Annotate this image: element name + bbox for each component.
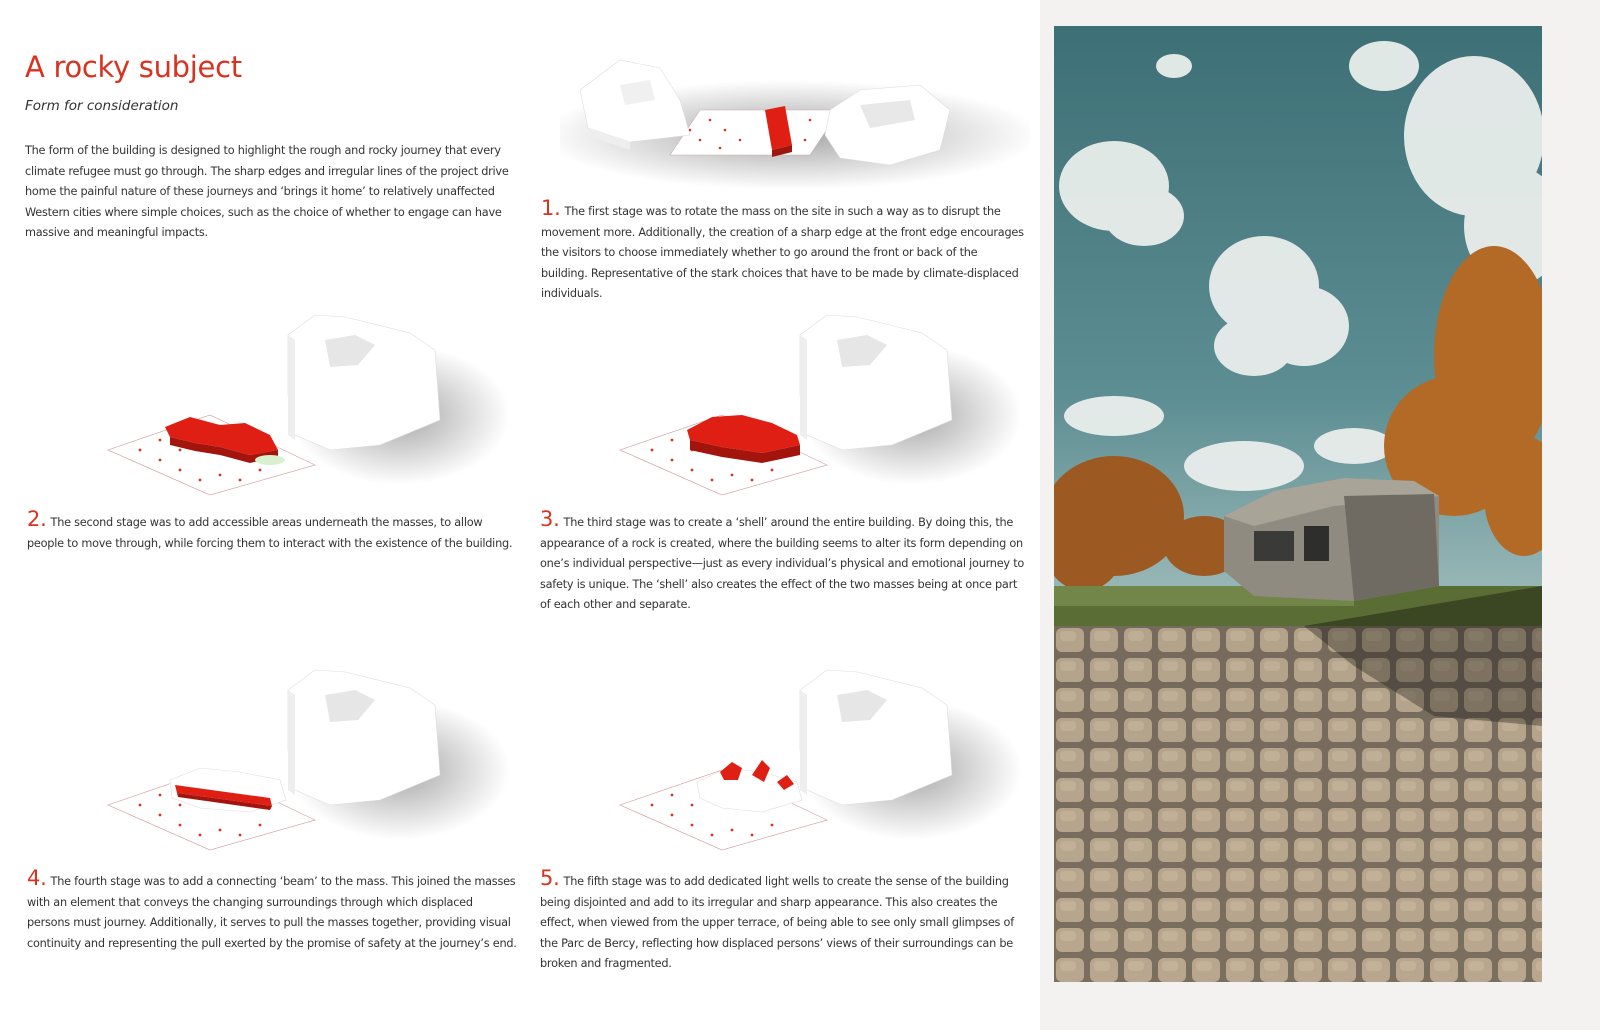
page-subtitle: Form for consideration [25, 98, 179, 114]
stage-5-diagram [612, 660, 1022, 860]
stage-1-number: 1. [541, 196, 561, 220]
stage-1-diagram [560, 40, 1030, 190]
stage-4-description: The fourth stage was to add a connecting ‘beam’ to the mass. This joined the masses with an element that conveys the changing surroundings through which displaced persons must journey. Additionally, it serves to pull the masses together, providing visual continuity and representing the pull exerted by the promise of safety at the journey’s end. [27, 875, 517, 950]
stage-4-text [27, 866, 517, 954]
stage-5-number: 5. [540, 866, 560, 890]
stage-4-number: 4. [27, 866, 47, 890]
stage-3-number: 3. [540, 507, 560, 531]
stage-2-diagram [100, 305, 510, 505]
stage-4-diagram [100, 660, 510, 860]
stage-2-number: 2. [27, 507, 47, 531]
stage-1-text [541, 196, 1026, 305]
intro-paragraph: The form of the building is designed to highlight the rough and rocky journey that every climate refugee must go through. The sharp edges and irregular lines of the project drive home the painful nature of these journeys and ‘brings it home’ to relatively unaffected Western cities where simple choices, such as the choice of whether to engage can have massive and meaningful impacts. [25, 144, 509, 240]
stage-5-text [540, 866, 1028, 975]
stage-2-text [27, 507, 517, 554]
stage-3-description: The third stage was to create a ‘shell’ around the entire building. By doing this, the appearance of a rock is created, where the building seems to alter its form depending on one’s individual perspective—just as every individual’s physical and emotional journey to safety is unique. The ‘shell’ also creates the effect of the two masses being at once part of each other and separate. [540, 516, 1025, 612]
stage-5-description: The fifth stage was to add dedicated light wells to create the sense of the building being disjointed and add to its irregular and sharp appearance. This also creates the effect, when viewed from the upper terrace, of being able to see only small glimpses of the Parc de Bercy, reflecting how displaced persons’ views of their surroundings can be broken and fragmented. [540, 875, 1014, 971]
stage-3-diagram [612, 305, 1022, 505]
stage-3-text [540, 507, 1028, 616]
stage-2-description: The second stage was to add accessible areas underneath the masses, to allow people to move through, while forcing them to interact with the existence of the building. [27, 516, 513, 550]
stage-1-description: The first stage was to rotate the mass on the site in such a way as to disrupt the movement more. Additionally, the creation of a sharp edge at the front edge encourages the visitors to choose immediately whether to go around the front or back of the building. Representative of the stark choices that have to be made by climate-displaced individuals. [541, 205, 1024, 301]
building-render-image [1054, 26, 1542, 982]
page-title: A rocky subject [25, 50, 242, 84]
